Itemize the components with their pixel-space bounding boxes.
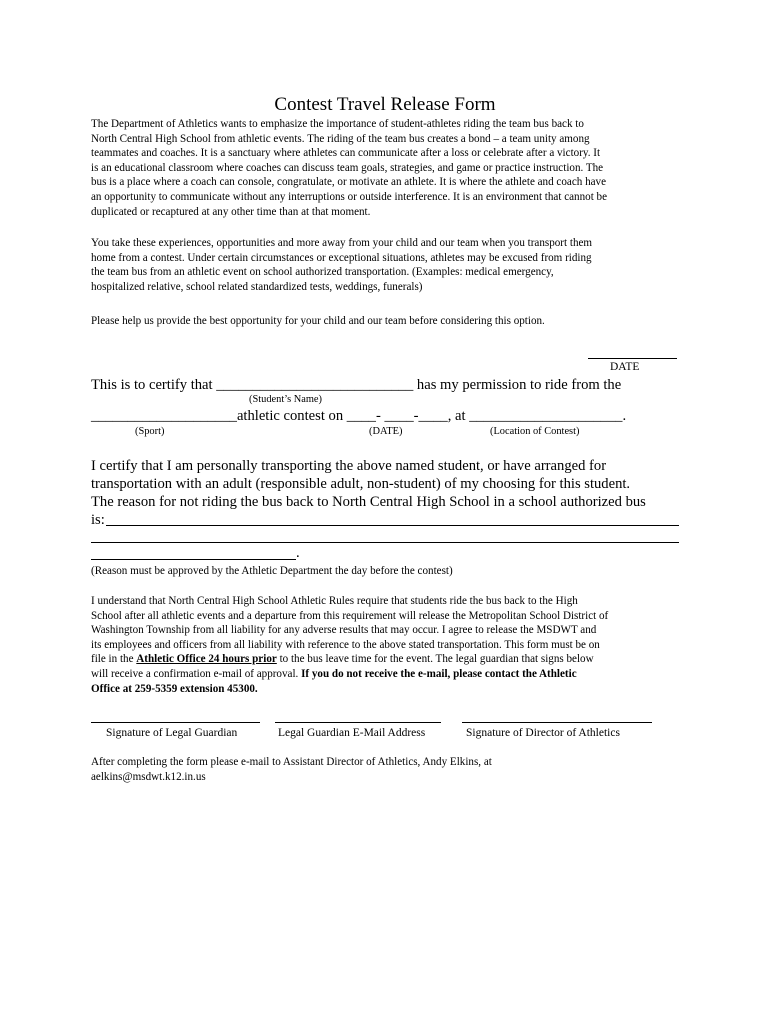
- certify-line-2: [91, 407, 626, 425]
- liability-line: [91, 667, 687, 682]
- transport-line: transportation with an adult (responsible adult, non-student) of my choosing for this student.: [91, 476, 631, 492]
- date-label: DATE: [610, 361, 640, 373]
- reason-end-period: .: [296, 545, 300, 561]
- director-signature-label: Signature of Director of Athletics: [466, 727, 620, 739]
- certify-suffix: has my permission to ride from the: [416, 377, 622, 393]
- excuse-line: the team bus from an athletic event on school authorized transportation. (Examples: medical emergency,: [91, 266, 554, 279]
- liability-line: School after all athletic events and a departure from this requirement will release the Metropolitan School District of: [91, 609, 609, 622]
- excuse-line: hospitalized relative, school related standardized tests, weddings, funerals): [91, 280, 423, 293]
- liability-line: [91, 652, 687, 667]
- contest-text: athletic contest on: [236, 408, 344, 424]
- please-paragraph: [91, 314, 687, 329]
- contact-text: If you do not receive the e-mail, please contact the Athletic: [301, 667, 577, 680]
- deadline-text: Athletic Office 24 hours prior: [136, 653, 277, 666]
- is-label: is:: [91, 512, 105, 528]
- liability-line: I understand that North Central High School Athletic Rules require that students ride the bus back to the High: [91, 595, 578, 607]
- sport-field[interactable]: ____________________: [91, 408, 237, 424]
- line5-post: to the bus leave time for the event. The legal guardian that signs below: [276, 653, 594, 666]
- reason-note: (Reason must be approved by the Athletic Department the day before the contest): [91, 565, 453, 577]
- guardian-email-label: Legal Guardian E-Mail Address: [278, 727, 426, 739]
- reason-field-line-3[interactable]: [91, 559, 296, 560]
- liability-line: Washington Township from all liability for any adverse results that may occur. I agree to release the MSDWT and: [91, 624, 597, 637]
- transport-line: I certify that I am personally transporting the above named student, or have arranged for: [91, 458, 607, 474]
- please-line: Please help us provide the best opportunity for your child and our team before considering this option.: [91, 315, 545, 327]
- intro-line: North Central High School from athletic events. The riding of the team bus creates a bond – a team unity among: [91, 132, 590, 145]
- liability-line: its employees and officers from all liability with reference to the above stated transportation. This form must be on: [91, 638, 600, 651]
- intro-line: teammates and coaches. It is a sanctuary where athletes can communicate after a loss or celebrate after a victory. It: [91, 147, 601, 160]
- footer-email[interactable]: aelkins@msdwt.k12.in.us: [91, 771, 206, 783]
- certify-line-1: [91, 376, 621, 394]
- student-name-label: (Student’s Name): [249, 394, 323, 405]
- intro-paragraph: [91, 117, 687, 219]
- contact-phone-line: Office at 259-5359 extension 45300.: [91, 682, 258, 695]
- date-field-line[interactable]: [588, 358, 677, 359]
- guardian-signature-line[interactable]: [91, 722, 260, 723]
- certify-prefix: This is to certify that: [91, 377, 213, 393]
- intro-line: is an educational classroom where coaches can discuss team goals, strategies, and game or practice instruction. The: [91, 161, 604, 174]
- line5-pre: file in the: [91, 653, 137, 666]
- reason-field-line-2[interactable]: [91, 542, 679, 543]
- intro-line: bus is a place where a coach can console, congratulate, or motivate an athlete. It is where the athlete and coach have: [91, 176, 607, 189]
- sport-label: (Sport): [135, 426, 165, 437]
- guardian-signature-label: Signature of Legal Guardian: [106, 727, 238, 739]
- location-label: (Location of Contest): [490, 426, 580, 437]
- liability-paragraph: [91, 594, 687, 696]
- excuse-paragraph: [91, 236, 687, 294]
- date-sub-label: (DATE): [369, 426, 403, 437]
- contest-date-field[interactable]: ____- ____-____, at: [346, 408, 466, 424]
- intro-line: duplicated or recaptured at any other time than at that moment.: [91, 205, 371, 218]
- form-title: Contest Travel Release Form: [274, 94, 496, 115]
- excuse-line: You take these experiences, opportunities and more away from your child and our team when you transport them: [91, 237, 593, 249]
- line6-pre: will receive a confirmation e-mail of approval.: [91, 667, 302, 680]
- director-signature-line[interactable]: [462, 722, 652, 723]
- location-field[interactable]: _____________________.: [469, 408, 627, 424]
- reason-field-line-1[interactable]: [106, 525, 679, 526]
- guardian-email-line[interactable]: [275, 722, 441, 723]
- student-name-field[interactable]: ___________________________: [216, 377, 414, 393]
- excuse-line: home from a contest. Under certain circumstances or exceptional situations, athletes may be excused from riding: [91, 251, 592, 264]
- footer-line: After completing the form please e-mail to Assistant Director of Athletics, Andy Elkins, at: [91, 756, 492, 768]
- intro-line: an opportunity to communicate without any interruptions or outside interference. It is an environment that cannot be: [91, 190, 608, 203]
- transport-line: The reason for not riding the bus back to North Central High School in a school authorized bus: [91, 494, 646, 510]
- intro-line: The Department of Athletics wants to emphasize the importance of student-athletes riding the team bus back to: [91, 118, 584, 130]
